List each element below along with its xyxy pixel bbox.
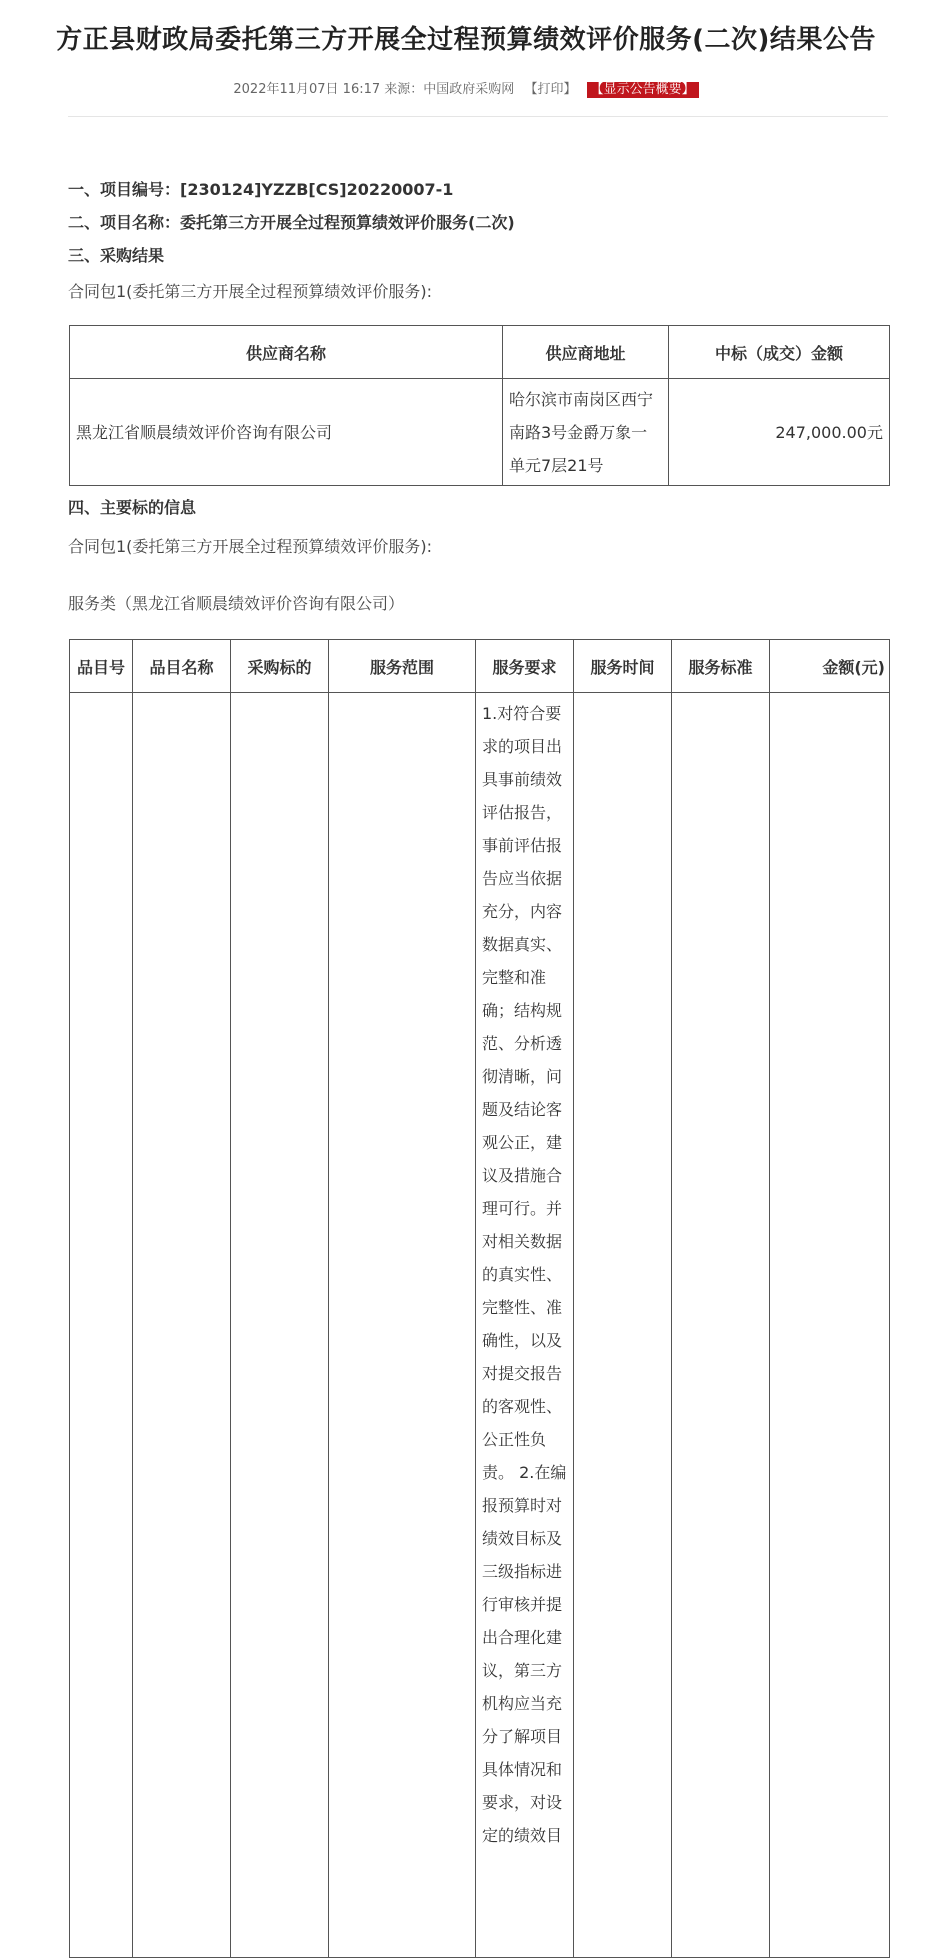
- col-supplier-name: 供应商名称: [70, 326, 503, 379]
- cell-service-time: [574, 693, 672, 1958]
- cell-item-no: [70, 693, 133, 1958]
- meta-line: [0, 80, 932, 100]
- table-row: [70, 693, 890, 1958]
- package-line: 合同包1(委托第三方开展全过程预算绩效评价服务):: [68, 282, 433, 301]
- col-service-requirements: 服务要求: [476, 640, 574, 693]
- project-name: 二、项目名称：委托第三方开展全过程预算绩效评价服务(二次): [68, 213, 515, 232]
- award-amount: 247,000.00元: [669, 379, 890, 486]
- cell-service-standard: [672, 693, 770, 1958]
- col-supplier-address: 供应商地址: [503, 326, 669, 379]
- col-service-scope: 服务范围: [329, 640, 476, 693]
- title-divider: [68, 116, 888, 117]
- col-service-time: 服务时间: [574, 640, 672, 693]
- col-item-name: 品目名称: [133, 640, 231, 693]
- cell-service-requirements: 1.对符合要求的项目出具事前绩效评估报告，事前评估报告应当依据充分，内容数据真实、完整和准确；结构规范、分析透彻清晰，问题及结论客观公正，建议及措施合理可行。并对相关数据的真实性、完整性、准确性，以及对提交报告的客观性、公正性负责。 2.在编报预算时对绩效目标及三级指标进行审核并提出合理化建议，第三方机构应当充分了解项目具体情况和要求，对设定的绩效目: [476, 693, 574, 1958]
- project-number: 一、项目编号：[230124]YZZB[CS]20220007-1: [68, 180, 454, 199]
- col-amount: 金额(元): [770, 640, 890, 693]
- package-line-2: 合同包1(委托第三方开展全过程预算绩效评价服务):: [68, 537, 433, 556]
- cell-service-scope: [329, 693, 476, 1958]
- service-class-line: 服务类（黑龙江省顺晨绩效评价咨询有限公司）: [68, 594, 405, 613]
- cell-procurement-object: [231, 693, 329, 1958]
- page-title: 方正县财政局委托第三方开展全过程预算绩效评价服务(二次)结果公告: [56, 25, 876, 55]
- col-service-standard: 服务标准: [672, 640, 770, 693]
- print-link[interactable]: 【打印】: [524, 82, 577, 97]
- table-row: [70, 379, 890, 486]
- supplier-name: 黑龙江省顺晨绩效评价咨询有限公司: [70, 379, 503, 486]
- cell-amount: [770, 693, 890, 1958]
- source-text: 来源：中国政府采购网: [384, 82, 515, 97]
- supplier-address: 哈尔滨市南岗区西宁南路3号金爵万象一单元7层21号: [503, 379, 669, 486]
- item-table: [69, 639, 890, 1958]
- result-table: [69, 325, 890, 486]
- col-item-no: 品目号: [70, 640, 133, 693]
- publish-datetime: 2022年11月07日 16:17: [233, 82, 381, 97]
- cell-item-name: [133, 693, 231, 1958]
- col-procurement-object: 采购标的: [231, 640, 329, 693]
- item-table-header: [70, 640, 890, 693]
- result-table-header: [70, 326, 890, 379]
- col-award-amount: 中标（成交）金额: [669, 326, 890, 379]
- result-heading: 三、采购结果: [68, 246, 165, 265]
- show-summary-button[interactable]: 【显示公告概要】: [587, 82, 699, 98]
- main-info-heading: 四、主要标的信息: [68, 498, 197, 517]
